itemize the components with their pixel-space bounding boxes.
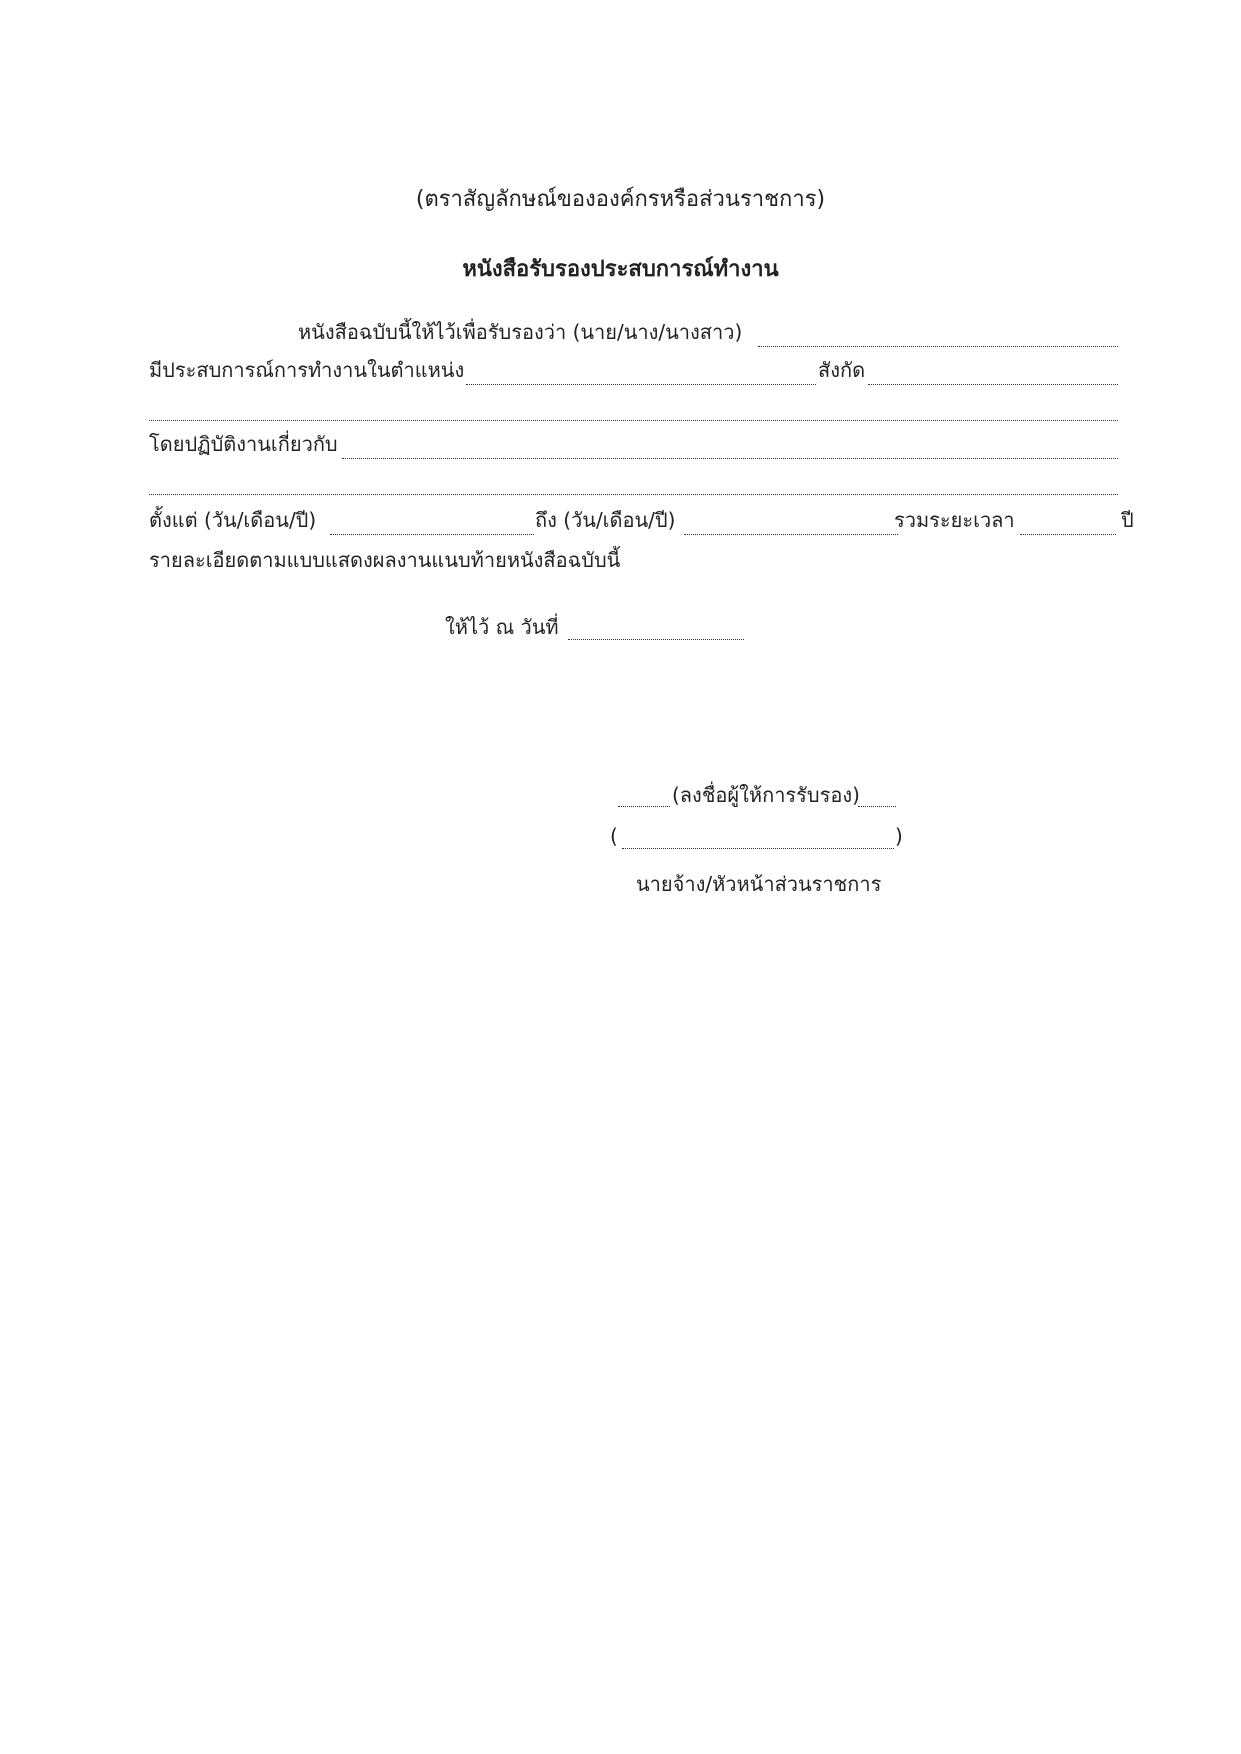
name-field[interactable]	[758, 346, 1118, 347]
close-parenthesis: )	[895, 824, 903, 848]
affiliation-field[interactable]	[868, 384, 1118, 385]
logo-placeholder-text: (ตราสัญลักษณ์ขององค์กรหรือส่วนราชการ)	[415, 187, 826, 212]
from-date-field[interactable]	[330, 534, 534, 535]
duty-continuation-field[interactable]	[149, 494, 1118, 495]
duty-label: โดยปฏิบัติงานเกี่ยวกับ	[149, 432, 338, 456]
signature-line-left[interactable]	[618, 806, 670, 807]
position-label: มีประสบการณ์การทำงานในตำแหน่ง	[149, 358, 465, 382]
given-on-label: ให้ไว้ ณ วันที่	[445, 615, 559, 639]
affiliation-continuation-field[interactable]	[149, 420, 1118, 421]
from-date-label: ตั้งแต่ (วัน/เดือน/ปี)	[149, 508, 317, 532]
affiliation-label: สังกัด	[818, 358, 866, 382]
years-unit-label: ปี	[1121, 508, 1134, 532]
issue-date-field[interactable]	[568, 639, 744, 640]
open-parenthesis: (	[610, 824, 618, 848]
document-title: หนังสือรับรองประสบการณ์ทำงาน	[462, 257, 779, 282]
details-note: รายละเอียดตามแบบแสดงผลงานแนบท้ายหนังสือฉบับนี้	[149, 548, 621, 572]
signature-line-right[interactable]	[858, 806, 896, 807]
signature-label: (ลงชื่อผู้ให้การรับรอง)	[672, 783, 860, 807]
to-date-label: ถึง (วัน/เดือน/ปี)	[535, 508, 676, 532]
signer-role: นายจ้าง/หัวหน้าส่วนราชการ	[636, 872, 882, 896]
position-field[interactable]	[466, 384, 816, 385]
to-date-field[interactable]	[684, 534, 898, 535]
duty-field[interactable]	[342, 458, 1118, 459]
signer-name-field[interactable]	[622, 848, 894, 849]
total-duration-label: รวมระยะเวลา	[894, 508, 1015, 532]
certify-intro-label: หนังสือฉบับนี้ให้ไว้เพื่อรับรองว่า (นาย/นาง/นางสาว)	[298, 320, 743, 344]
total-years-field[interactable]	[1020, 534, 1116, 535]
